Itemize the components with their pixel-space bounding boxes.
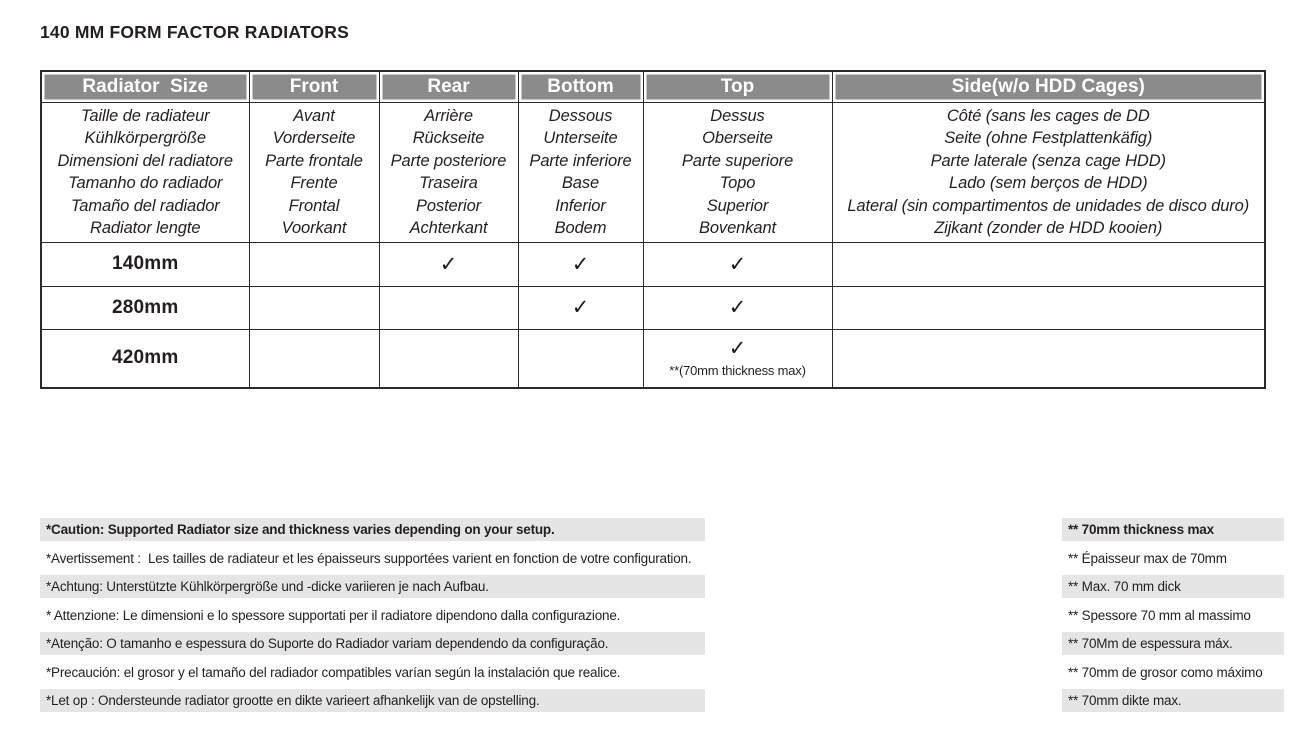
- column-header-top: Top: [643, 71, 832, 102]
- translation-line: Unterseite: [543, 129, 618, 147]
- thickness-note-0: [1062, 518, 1284, 541]
- column-header-rear: Rear: [379, 71, 518, 102]
- thickness-note-text: ** Max. 70 mm dick: [1068, 579, 1181, 594]
- translation-line: Rückseite: [412, 129, 485, 147]
- translation-line: Achterkant: [409, 219, 488, 237]
- caution-note-1: [40, 547, 705, 570]
- check-mark-icon: ✓: [728, 296, 747, 319]
- caution-note-text: *Precaución: el grosor y el tamaño del radiador compatibles varían según la instalación que realice.: [46, 664, 621, 680]
- translation-line: Traseira: [419, 174, 478, 192]
- radiator-compatibility-table: [40, 70, 1266, 389]
- thickness-max-note: **(70mm thickness max): [669, 363, 806, 379]
- thickness-note-3: [1062, 604, 1284, 627]
- translation-line: Bovenkant: [698, 219, 777, 237]
- column-translations-top: [643, 102, 832, 242]
- thickness-note-text: ** Spessore 70 mm al massimo: [1068, 607, 1251, 623]
- translation-line: Côté (sans les cages de DD: [946, 106, 1150, 125]
- translation-line: Vorderseite: [272, 129, 356, 147]
- cell-content: [380, 254, 518, 275]
- translation-line: Arrière: [424, 106, 473, 125]
- translation-line: Bodem: [554, 219, 607, 237]
- radiator-row-420mm: [41, 329, 1265, 388]
- translation-line: Lado (sem berços de HDD): [949, 174, 1148, 192]
- translation-line: Parte frontale: [265, 151, 363, 170]
- 420mm-side-cell: [832, 329, 1265, 388]
- translation-line: Tamaño del radiador: [70, 196, 220, 215]
- check-mark-icon: ✓: [571, 252, 590, 276]
- translation-line: Frontal: [288, 196, 340, 215]
- column-header-side-w-o-hdd-cages: Side(w/o HDD Cages): [832, 71, 1265, 102]
- 420mm-bottom-cell: [518, 329, 643, 388]
- table-header-row: [41, 71, 1265, 102]
- caution-note-5: [40, 661, 705, 684]
- translation-line: Dessus: [710, 106, 765, 125]
- thickness-note-text: ** Épaisseur max de 70mm: [1068, 550, 1227, 566]
- 140mm-rear-cell-checked: [379, 242, 518, 286]
- caution-note-4: [40, 632, 705, 655]
- cell-content: [519, 254, 643, 275]
- translation-line: Dessous: [548, 106, 613, 125]
- 280mm-bottom-cell-checked: [518, 286, 643, 329]
- caution-notes-list: [40, 518, 705, 718]
- 140mm-bottom-cell-checked: [518, 242, 643, 286]
- 280mm-rear-cell: [379, 286, 518, 329]
- translation-line: Radiator lengte: [90, 219, 201, 237]
- radiator-size-label: 280mm: [112, 296, 179, 318]
- translation-line: Parte superiore: [681, 151, 794, 170]
- translation-line: Dimensioni del radiatore: [57, 151, 234, 170]
- thickness-note-4: [1062, 632, 1284, 655]
- translation-line: Superior: [706, 196, 769, 215]
- translation-line: Taille de radiateur: [80, 106, 210, 125]
- radiator-row-140mm: [41, 242, 1265, 286]
- column-translations-bottom: [518, 102, 643, 242]
- translation-line: Avant: [293, 106, 335, 125]
- column-translations-radiator-size: [41, 102, 249, 242]
- translation-line: Zijkant (zonder de HDD kooien): [934, 219, 1163, 237]
- column-header-front: Front: [249, 71, 379, 102]
- column-translations-front: [249, 102, 379, 242]
- translation-line: Oberseite: [702, 129, 773, 147]
- radiator-size-cell: [41, 329, 249, 388]
- radiator-size-cell: [41, 286, 249, 329]
- cell-content: [644, 297, 832, 318]
- check-mark-icon: ✓: [571, 296, 590, 319]
- caution-note-0: [40, 518, 705, 541]
- thickness-note-text: ** 70Mm de espessura máx.: [1068, 636, 1233, 651]
- caution-note-text: *Avertissement : Les tailles de radiateur et les épaisseurs supportées varient en fonction de votre configuration.: [46, 550, 692, 566]
- column-header-radiator-size: Radiator Size: [41, 71, 249, 102]
- translation-line: Parte inferiore: [529, 151, 632, 170]
- column-translations-rear: [379, 102, 518, 242]
- translation-line: Tamanho do radiador: [68, 174, 223, 192]
- translation-line: Parte laterale (senza cage HDD): [930, 151, 1166, 170]
- translation-line: Lateral (sin compartimentos de unidades de disco duro): [847, 196, 1250, 215]
- 420mm-front-cell: [249, 329, 379, 388]
- cell-content: [644, 338, 832, 378]
- thickness-note-text: ** 70mm dikte max.: [1068, 693, 1182, 708]
- translation-line: Voorkant: [281, 219, 347, 237]
- 140mm-side-cell: [832, 242, 1265, 286]
- thickness-note-2: [1062, 575, 1284, 598]
- cell-content: [644, 254, 832, 275]
- thickness-note-5: [1062, 661, 1284, 684]
- caution-note-text: *Caution: Supported Radiator size and thickness varies depending on your setup.: [46, 522, 555, 537]
- 420mm-rear-cell: [379, 329, 518, 388]
- caution-note-text: *Atenção: O tamanho e espessura do Suporte do Radiador variam dependendo da configuração.: [46, 636, 609, 651]
- thickness-notes-list: [1062, 518, 1284, 718]
- check-mark-icon: ✓: [728, 337, 747, 361]
- caution-note-text: *Let op : Ondersteunde radiator grootte en dikte varieert afhankelijk van de opstelling.: [46, 693, 540, 708]
- check-mark-icon: ✓: [439, 252, 458, 276]
- radiator-size-label: 140mm: [112, 253, 179, 274]
- column-header-bottom: Bottom: [518, 71, 643, 102]
- thickness-note-text: ** 70mm thickness max: [1068, 522, 1214, 537]
- translation-line: Base: [561, 174, 600, 192]
- caution-note-3: [40, 604, 705, 627]
- translation-line: Kühlkörpergröße: [84, 129, 206, 147]
- translation-line: Seite (ohne Festplattenkäfig): [944, 129, 1153, 147]
- cell-content: [519, 297, 643, 318]
- check-mark-icon: ✓: [728, 252, 747, 276]
- translation-line: Inferior: [555, 196, 606, 215]
- thickness-note-text: ** 70mm de grosor como máximo: [1068, 664, 1263, 680]
- 280mm-front-cell: [249, 286, 379, 329]
- radiator-size-label: 420mm: [112, 347, 179, 369]
- 280mm-top-cell-checked: [643, 286, 832, 329]
- thickness-note-1: [1062, 547, 1284, 570]
- page-title: 140 MM FORM FACTOR RADIATORS: [40, 22, 349, 42]
- 140mm-front-cell: [249, 242, 379, 286]
- translation-line: Topo: [719, 174, 756, 192]
- 420mm-top-cell-checked: [643, 329, 832, 388]
- thickness-note-6: [1062, 689, 1284, 712]
- translation-line: Posterior: [415, 196, 482, 215]
- 140mm-top-cell-checked: [643, 242, 832, 286]
- radiator-row-280mm: [41, 286, 1265, 329]
- radiator-size-cell: [41, 242, 249, 286]
- column-translations-side-w-o-hdd-cages: [832, 102, 1265, 242]
- caution-note-text: * Attenzione: Le dimensioni e lo spessore supportati per il radiatore dipendono dalla configurazione.: [46, 607, 621, 623]
- translation-line: Parte posteriore: [390, 151, 507, 170]
- caution-note-2: [40, 575, 705, 598]
- caution-note-text: *Achtung: Unterstützte Kühlkörpergröße und -dicke variieren je nach Aufbau.: [46, 579, 489, 594]
- caution-note-6: [40, 689, 705, 712]
- translation-line: Frente: [290, 174, 338, 192]
- 280mm-side-cell: [832, 286, 1265, 329]
- column-translations-row: [41, 102, 1265, 242]
